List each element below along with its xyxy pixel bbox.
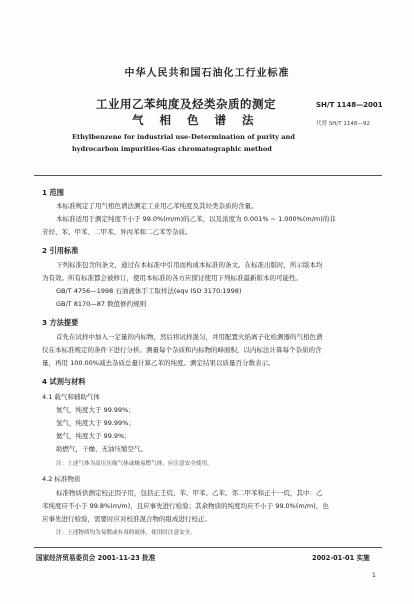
issuing-agency-title: 中华人民共和国石油化工行业标准 (124, 68, 290, 79)
section-3-paragraph-line2: 仪在本标准规定的条件下进行分析。测量每个杂质和内标物的峰面积，以内标法计算每个杂质的含 (42, 346, 322, 354)
section-3-heading: 3 方法提要 (42, 318, 79, 327)
reference-standard-1: GB/T 4756—1998 石油液体手工取样法(eqv ISO 3170:1998) (56, 287, 242, 295)
effective-date: 2002-01-01 实施 (312, 554, 370, 562)
section-3-paragraph-line1: 首先在试样中加入一定量的内标物，然后将试样混匀，并用配置火焰离子化检测器的气相色谱 (56, 333, 323, 341)
section-2-heading: 2 引用标准 (42, 246, 79, 255)
section-1-heading: 1 范围 (42, 188, 64, 197)
section-4-2-paragraph-line1: 标准物质供测定校正因子用，包括正壬烷、苯、甲苯、乙苯、邻二甲苯和正十一烷，其中：乙 (56, 489, 323, 497)
english-title-line1: Ethylbenzene for industrial use-Determination of purity and (72, 133, 295, 141)
section-4-2-heading: 4.2 标准物质 (42, 475, 81, 483)
english-title-line2: hydrocarbon impurities-Gas chromatographic method (72, 145, 272, 153)
section-1-paragraph-2-line1: 本标准适用于测定纯度不小于 99.0%(m/m)的乙苯，以及浓度为 0.001% ~ 1.000%(m/m)的非 (56, 215, 336, 223)
section-4-2-paragraph-line2: 苯纯度应不小于 99.8%(m/m)，且应事先进行检验；其余物质的纯度均应不小于 99.0%(m/m)，也 (42, 502, 329, 510)
section-4-heading: 4 试剂与材料 (42, 377, 86, 386)
gas-item-helium: 氦气，纯度大于 99.9%； (56, 432, 131, 440)
section-4-1-note: 注：上述气体为高压压缩气体或极易燃气体，应注意安全使用。 (56, 461, 213, 467)
gas-item-nitrogen: 氮气，纯度大于 99.99%； (56, 406, 135, 414)
section-3-paragraph-line3: 量，再用 100.00%减去杂质总量计算乙苯的纯度。测定结果以质量百分数表示。 (42, 359, 275, 367)
section-4-1-heading: 4.1 载气和辅助气体 (42, 393, 100, 401)
reference-standard-2: GB/T 8170—87 数值修约规则 (56, 300, 147, 308)
document-title-line2: 气 相 色 谱 法 (132, 113, 260, 127)
document-title-line1: 工业用乙苯纯度及烃类杂质的测定 (96, 97, 276, 111)
replaces-standard: 代替 SH/T 1148—92 (316, 121, 370, 127)
approval-statement: 国家经济贸易委员会 2001-11-23 批准 (36, 554, 156, 562)
header-divider (34, 175, 382, 176)
section-2-paragraph-line2: 为有效。所有标准都会被修订，使用本标准的各方应探讨使用下列标准最新版本的可能性。 (42, 274, 302, 282)
gas-item-hydrogen: 氢气，纯度大于 99.99%； (56, 419, 135, 427)
section-2-paragraph-line1: 下列标准包含的条文，通过在本标准中引用而构成本标准的条文。在标准出版时，所示版本均 (56, 261, 323, 269)
section-4-2-paragraph-line3: 应事先进行检验，需要时应对校准混合物的组成进行校正。 (42, 515, 211, 523)
footer-divider (34, 547, 382, 548)
standard-number: SH/T 1148—2001 (316, 101, 383, 109)
section-1-paragraph-1: 本标准规定了用气相色谱法测定工业用乙苯纯度及其烃类杂质的含量。 (56, 202, 258, 210)
gas-item-air: 助燃气，干燥、无油压缩空气。 (56, 445, 147, 453)
section-4-2-note: 注：上述物质均为易燃或有毒的液体，使用时注意安全。 (56, 530, 196, 536)
page-number: 1 (372, 572, 376, 579)
section-1-paragraph-2-line2: 芳烃、苯、甲苯、二甲苯、异丙苯和二乙苯等杂质。 (42, 228, 192, 236)
